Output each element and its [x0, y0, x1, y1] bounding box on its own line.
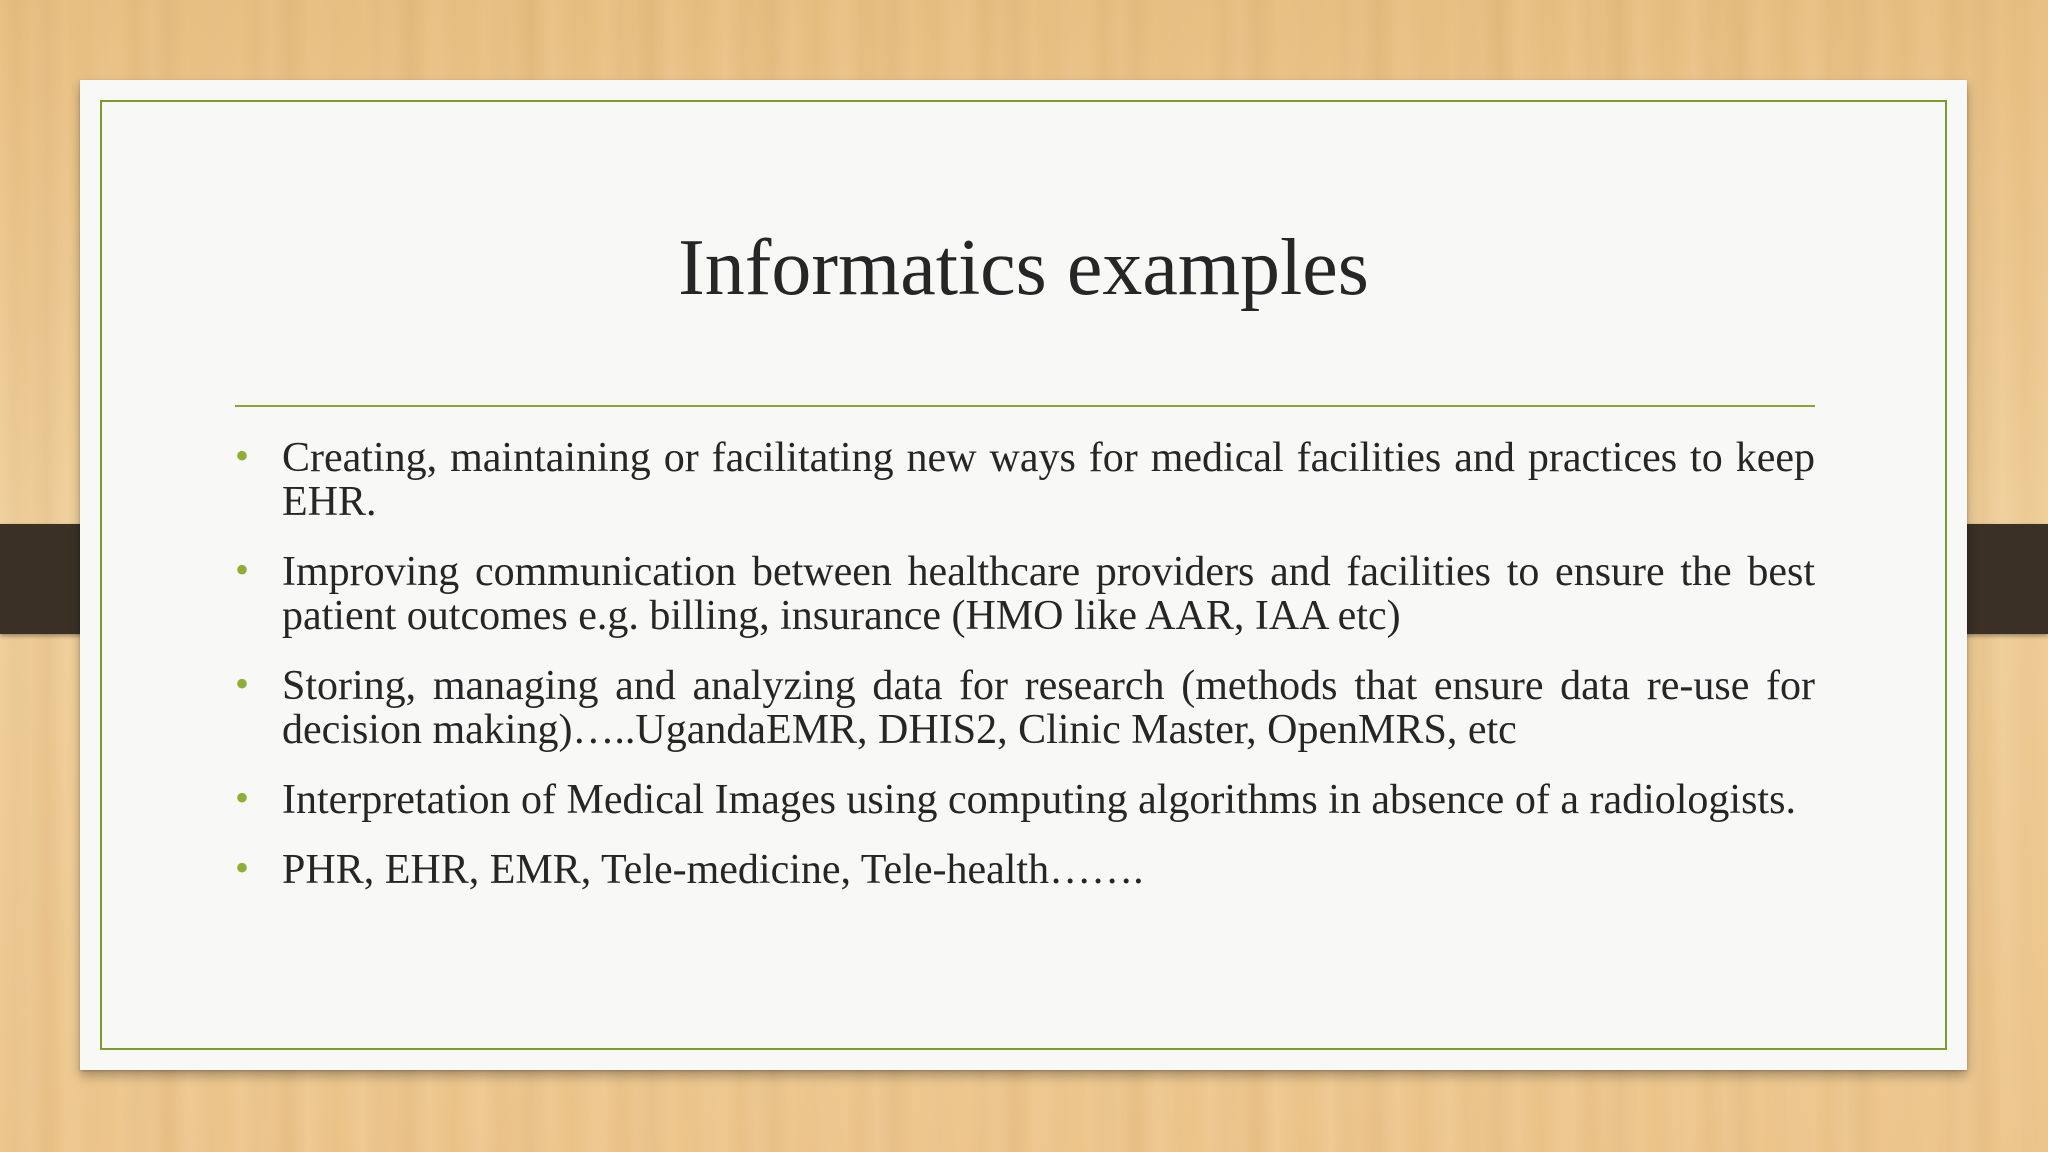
bullet-text: PHR, EHR, EMR, Tele-medicine, Tele-health…….: [282, 847, 1144, 893]
list-item: [235, 775, 1815, 823]
slide-title: Informatics examples: [678, 224, 1369, 312]
list-item: [235, 845, 1815, 893]
list-item: [235, 661, 1815, 753]
bullet-text: Storing, managing and analyzing data for research (methods that ensure data re-use for decision making)…..UgandaEMR, DHIS2, Clinic Master, OpenMRS, etc: [282, 663, 1815, 753]
list-item: [235, 547, 1815, 639]
bullet-icon: •: [235, 547, 250, 592]
bullet-icon: •: [235, 775, 250, 820]
bullet-icon: •: [235, 433, 250, 478]
bullet-list: [235, 433, 1815, 918]
bullet-icon: •: [235, 661, 250, 706]
title-divider-line: [235, 405, 1815, 407]
list-item: [235, 433, 1815, 525]
bullet-text: Interpretation of Medical Images using computing algorithms in absence of a radiologists.: [282, 777, 1796, 823]
bullet-icon: •: [235, 845, 250, 890]
bullet-text: Improving communication between healthcare providers and facilities to ensure the best patient outcomes e.g. billing, insurance (HMO like AAR, IAA etc): [282, 549, 1815, 639]
bullet-text: Creating, maintaining or facilitating new ways for medical facilities and practices to keep EHR.: [282, 435, 1815, 525]
slide: [80, 80, 1967, 1070]
